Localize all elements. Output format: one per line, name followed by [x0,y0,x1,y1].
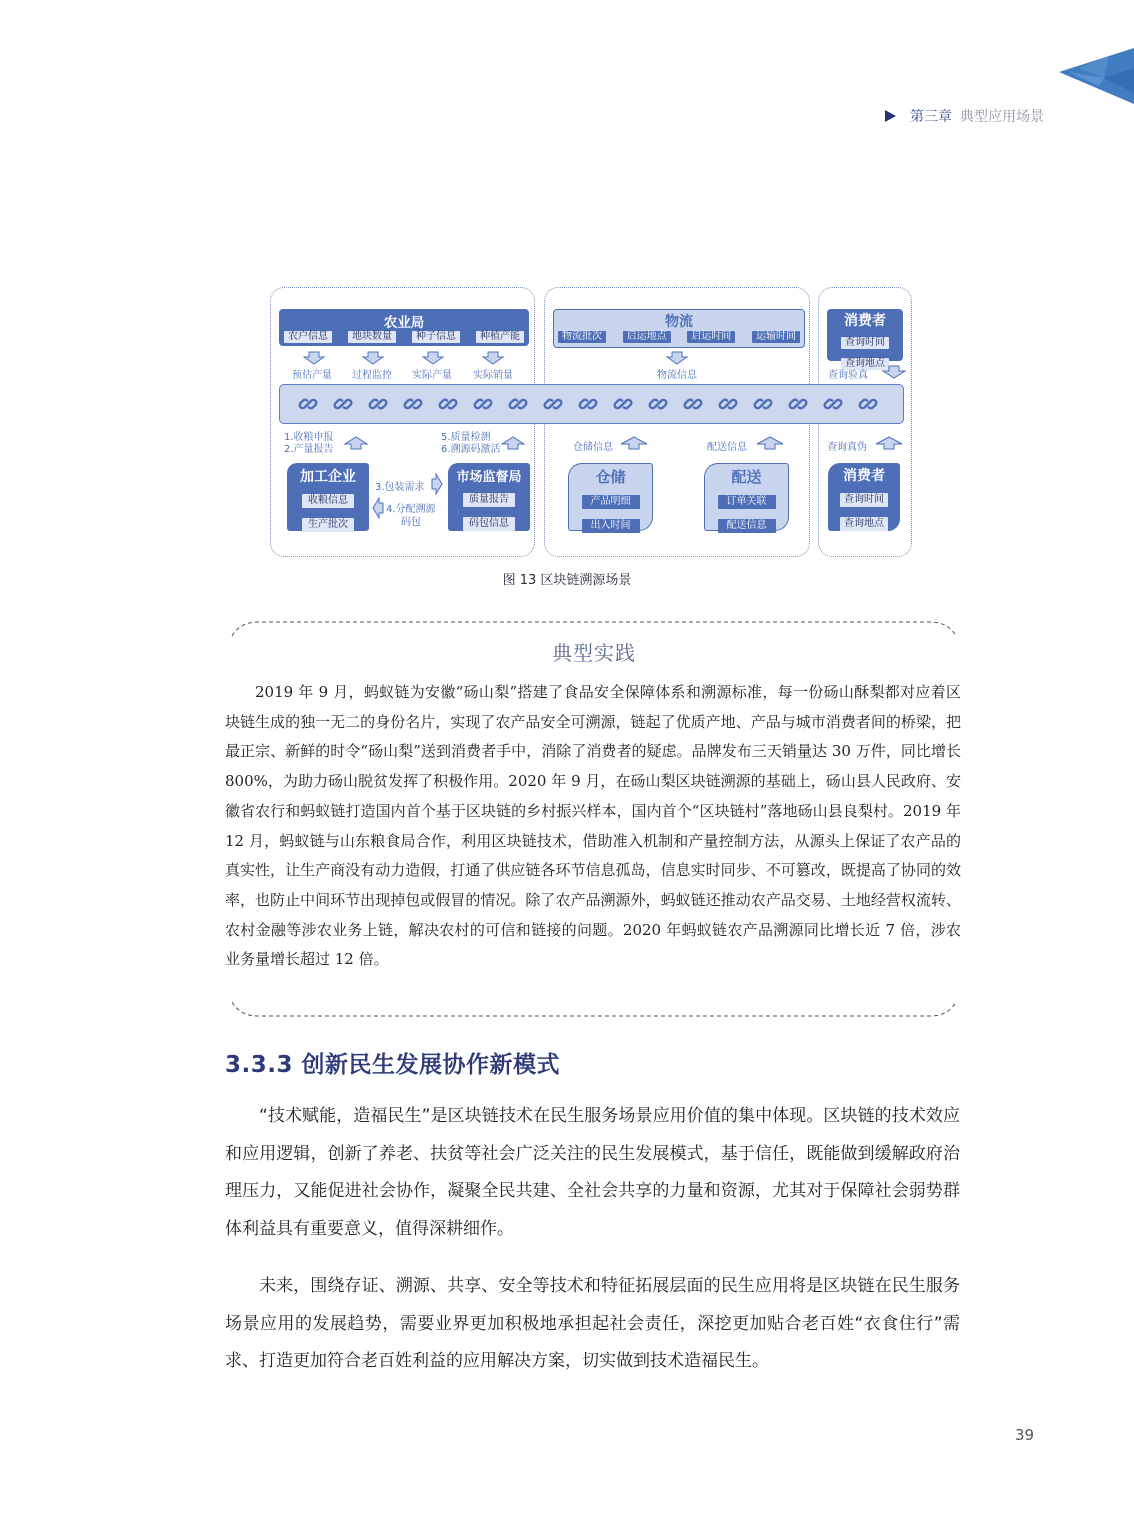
chain-link-icon [823,394,843,414]
arrow-down-icon [422,351,444,365]
chip: 质量报告 [463,493,515,507]
chip: 地块数量 [348,331,396,343]
output-label: 预估产量 [292,370,332,381]
corner-decoration-icon [1059,48,1134,104]
chip: 启运时间 [687,331,735,343]
section-heading: 3.3.3 创新民生发展协作新模式 [225,1052,560,1078]
agriculture-bureau-title: 农业局 [383,315,425,331]
chip: 查询地点 [840,517,888,531]
chain-link-icon [648,394,668,414]
page-number: 39 [1015,1426,1035,1444]
chapter-label: 第三章 [910,109,952,125]
chain-link-icon [403,394,423,414]
chain-link-icon [753,394,773,414]
arrow-down-icon [666,351,688,365]
chip: 农户信息 [284,331,332,343]
upload-item: 6.溯源码激活 [441,444,501,455]
chip: 出入时间 [582,519,640,533]
arrow-up-icon [501,436,525,450]
market-supervision-title: 市场监督局 [456,470,522,485]
chain-link-icon [508,394,528,414]
agriculture-bureau-box [279,309,529,346]
chain-link-icon [473,394,493,414]
arrow-down-icon [482,351,504,365]
chip: 查询时间 [841,337,889,349]
chain-link-icon [788,394,808,414]
blockchain-traceability-diagram [270,287,915,559]
arrow-down-icon [882,365,906,379]
chip: 运输时间 [752,331,800,343]
upload-item: 1.收粮申报 [284,432,334,443]
logistics-title: 物流 [665,314,693,330]
upload-label [284,432,334,456]
processing-enterprise-box [287,463,369,531]
arrow-right-icon [431,473,443,495]
chip: 产品明细 [582,495,640,509]
arrow-up-icon [875,436,903,450]
practice-body: 2019 年 9 月，蚂蚁链为安徽“砀山梨”搭建了食品安全保障体系和溯源标准，每一份砀山酥梨都对应着区块链生成的独一无二的身份名片，实现了农产品安全可溯源，链起了优质产地、产品与城市消费者间的桥梁，把最正宗、新鲜的时令“砀山梨”送到消费者手中，消除了消费者的疑虑。品牌发布三天销量达 30 万件，同比增长 800%，为助力砀山脱贫发挥了积极作用。2020 年 9 月，在砀山梨区块链溯源的基础上，砀山县人民政府、安徽省农行和蚂蚁链打造国内首个基于区块链的乡村振兴样本，国内首个“区块链村”落地砀山县良梨村。2019 年 12 月，蚂蚁链与山东粮食局合作，利用区块链技术，借助准入机制和产量控制方法，从源头上保证了农产品的真实性，让生产商没有动力造假，打通了供应链各环节信息孤岛，信息实时同步、不可篡改，既提高了协同的效率，也防止中间环节出现掉包或假冒的情况。除了农产品溯源外，蚂蚁链还推动农产品交易、土地经营权流转、农村金融等涉农业务上链，解决农村的可信和链接的问题。2020 年蚂蚁链农产品溯源同比增长近 7 倍，涉农业务量增长超过 12 倍。 [225,683,961,969]
warehouse-box [568,463,653,531]
delivery-title: 配送 [731,468,762,486]
chip: 查询地点 [841,358,889,370]
blockchain-band [279,384,904,424]
arrow-up-icon [344,436,368,450]
logistics-box [553,309,805,348]
chip: 物流批次 [558,331,606,343]
chain-link-icon [718,394,738,414]
typical-practice-box [225,620,961,1018]
output-label: 过程监控 [352,370,392,381]
chain-link-icon [333,394,353,414]
chip: 码包信息 [463,517,515,531]
chain-link-icon [858,394,878,414]
delivery-box [704,463,789,531]
running-head [885,106,1044,126]
upload-item: 2.产量报告 [284,444,334,455]
arrow-left-icon [372,497,384,519]
consumer-title: 消费者 [843,468,885,484]
output-label: 查询验真 [828,370,868,381]
chain-link-icon [368,394,388,414]
chain-link-icon [438,394,458,414]
chip: 启运地点 [623,331,671,343]
chain-link-icon [578,394,598,414]
upload-label: 仓储信息 [573,442,613,453]
upload-label: 查询真伪 [827,442,867,453]
chain-link-icon [683,394,703,414]
paragraph: 未来，围绕存证、溯源、共享、安全等技术和特征拓展层面的民生应用将是区块链在民生服务场景应用的发展趋势，需要业界更加积极地承担起社会责任，深挖更加贴合老百姓“衣食住行”需求、打造更加符合老百姓利益的应用解决方案，切实做到技术造福民生。 [225,1276,960,1371]
chain-link-icon [613,394,633,414]
arrow-up-icon [756,436,784,450]
market-supervision-box [448,463,530,531]
consumer-top-box [827,309,903,369]
chip: 订单关联 [718,495,776,509]
arrow-down-icon [303,351,325,365]
chip: 生产批次 [302,518,354,532]
processing-enterprise-title: 加工企业 [300,469,356,485]
upload-item: 5.质量检测 [441,432,491,443]
chip: 种子信息 [412,331,460,343]
exchange-label: 码包 [401,517,421,528]
triangle-bullet-icon [885,110,896,122]
chip: 查询时间 [840,493,888,507]
chip: 配送信息 [718,519,776,533]
output-label: 实际产量 [412,370,452,381]
paragraph: “技术赋能，造福民生”是区块链技术在民生服务场景应用价值的集中体现。区块链的技术效应和应用逻辑，创新了养老、扶贫等社会广泛关注的民生发展模式，基于信任，既能做到缓解政府治理压力，又能促进社会协作，凝聚全民共建、全社会共享的力量和资源，尤其对于保障社会弱势群体利益具有重要意义，值得深耕细作。 [225,1106,960,1239]
practice-title: 典型实践 [552,641,636,665]
chain-link-icon [298,394,318,414]
warehouse-title: 仓储 [595,468,626,486]
upload-label [441,432,501,456]
chain-link-icon [543,394,563,414]
output-label: 物流信息 [657,370,697,381]
section-label: 典型应用场景 [960,109,1044,125]
chip: 种植产能 [476,331,524,343]
consumer-title: 消费者 [844,313,886,329]
output-label: 实际销量 [473,370,513,381]
exchange-label: 4.分配溯源 [386,504,436,515]
arrow-up-icon [620,436,648,450]
upload-label: 配送信息 [707,442,747,453]
arrow-down-icon [362,351,384,365]
consumer-bottom-box [828,463,900,531]
chip: 收粮信息 [302,494,354,508]
figure-caption: 图 13 区块链溯源场景 [502,573,632,588]
exchange-label: 3.包装需求 [375,482,425,493]
